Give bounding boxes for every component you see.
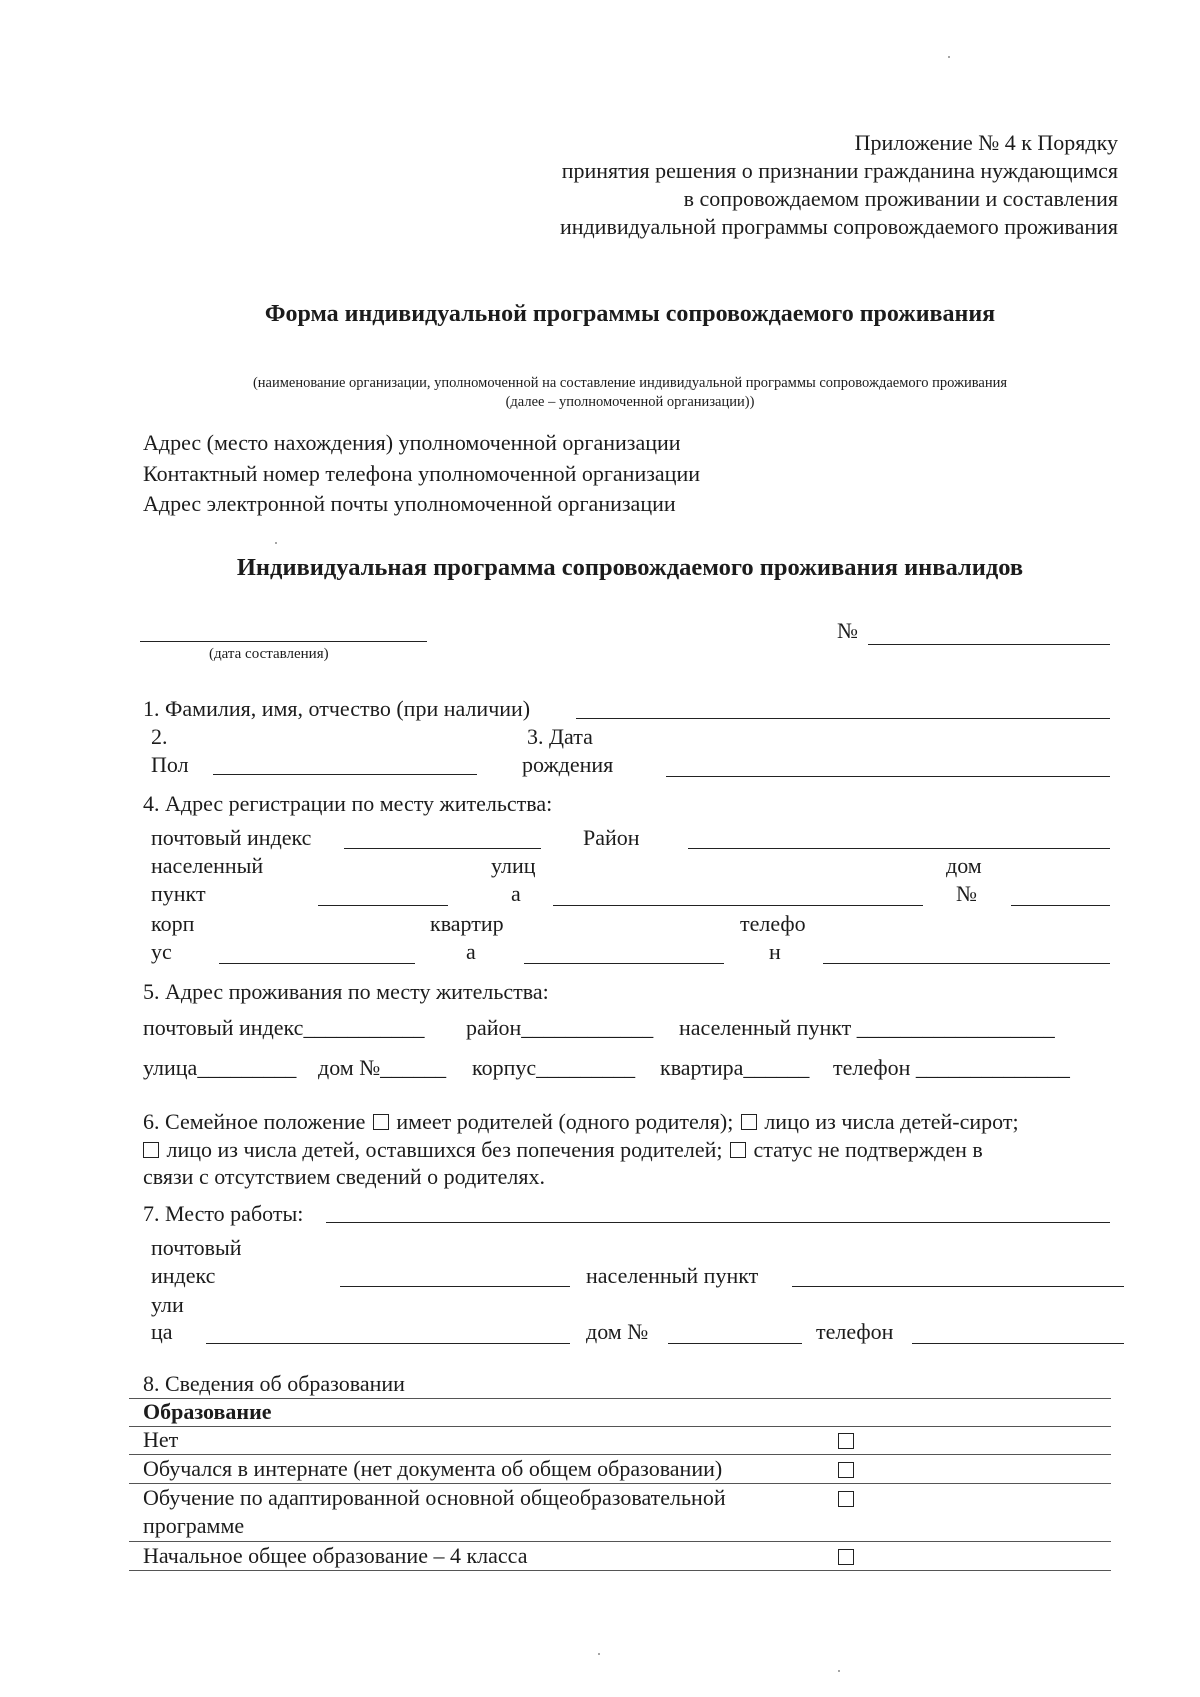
reg-settlement-label-2: пункт bbox=[151, 881, 206, 906]
work-street-label-1: ули bbox=[151, 1292, 184, 1317]
appendix-line-3: в сопровождаемом проживании и составления bbox=[683, 186, 1118, 211]
organization-caption-line-1: (наименование организации, уполномоченной на составление индивидуальной программы сопровождаемого проживания bbox=[252, 375, 1008, 391]
gender-number: 2. bbox=[151, 724, 168, 749]
residence-address-title: 5. Адрес проживания по месту жительства: bbox=[143, 979, 549, 1004]
organization-caption-line-2: (далее – уполномоченной организации)) bbox=[505, 394, 755, 410]
orphan-checkbox[interactable] bbox=[741, 1114, 757, 1130]
res-house-field[interactable]: дом №______ bbox=[318, 1055, 447, 1080]
workplace-field-line[interactable] bbox=[326, 1222, 1110, 1223]
education-row-rule bbox=[129, 1541, 1111, 1542]
education-option-adapted-checkbox[interactable] bbox=[838, 1491, 854, 1507]
date-field-line[interactable] bbox=[140, 641, 427, 642]
work-street-label-2: ца bbox=[151, 1319, 173, 1344]
res-apartment-field[interactable]: квартира______ bbox=[660, 1055, 810, 1080]
family-status-line-1 bbox=[143, 1111, 1019, 1133]
appendix-line-4: индивидуальной программы сопровождаемого проживания bbox=[559, 214, 1118, 239]
scan-speck bbox=[275, 542, 277, 544]
reg-building-label-2: ус bbox=[151, 939, 172, 964]
birthdate-field-line[interactable] bbox=[666, 776, 1110, 777]
family-status-line-3: связи с отсутствием сведений о родителях. bbox=[143, 1164, 545, 1189]
organization-email-label: Адрес электронной почты уполномоченной организации bbox=[143, 491, 676, 516]
work-settlement-label: населенный пункт bbox=[586, 1263, 759, 1288]
reg-district-label: Район bbox=[583, 825, 640, 850]
fio-field-line[interactable] bbox=[576, 718, 1110, 719]
work-house-field-line[interactable] bbox=[668, 1343, 802, 1344]
reg-apartment-label-1: квартир bbox=[430, 911, 504, 936]
res-building-field[interactable]: корпус_________ bbox=[472, 1055, 636, 1080]
family-status-prefix: 6. Семейное положение bbox=[143, 1109, 366, 1134]
education-option-boarding-label: Обучался в интернате (нет документа об общем образовании) bbox=[143, 1456, 723, 1481]
reg-house-label-2: № bbox=[956, 881, 977, 906]
date-caption: (дата составления) bbox=[209, 646, 329, 662]
education-option-boarding-checkbox[interactable] bbox=[838, 1462, 854, 1478]
education-table-header: Образование bbox=[143, 1399, 272, 1424]
reg-district-field-line[interactable] bbox=[688, 848, 1110, 849]
status-unconfirmed-label: статус не подтвержден в bbox=[753, 1137, 983, 1162]
reg-apartment-field-line[interactable] bbox=[524, 963, 724, 964]
number-field-line[interactable] bbox=[868, 644, 1110, 645]
birthdate-label-line-2: рождения bbox=[522, 752, 614, 777]
orphan-label: лицо из числа детей-сирот; bbox=[764, 1109, 1019, 1134]
form-title: Форма индивидуальной программы сопровождаемого проживания bbox=[264, 301, 996, 327]
res-settlement-field[interactable]: населенный пункт __________________ bbox=[679, 1015, 1055, 1040]
has-parents-checkbox[interactable] bbox=[373, 1114, 389, 1130]
reg-postal-field-line[interactable] bbox=[344, 848, 541, 849]
education-row-rule bbox=[129, 1570, 1111, 1571]
work-house-label: дом № bbox=[586, 1319, 649, 1344]
education-row-rule bbox=[129, 1454, 1111, 1455]
no-parental-care-label: лицо из числа детей, оставшихся без попечения родителей; bbox=[166, 1137, 723, 1162]
work-postal-field-line[interactable] bbox=[340, 1286, 570, 1287]
res-phone-field[interactable]: телефон ______________ bbox=[833, 1055, 1070, 1080]
education-table-top-rule bbox=[129, 1398, 1111, 1399]
work-postal-label-2: индекс bbox=[151, 1263, 216, 1288]
reg-settlement-label-1: населенный bbox=[151, 853, 264, 878]
no-parental-care-checkbox[interactable] bbox=[143, 1142, 159, 1158]
education-option-primary-label: Начальное общее образование – 4 класса bbox=[143, 1543, 528, 1568]
reg-street-label-2: а bbox=[511, 881, 521, 906]
registration-address-title: 4. Адрес регистрации по месту жительства: bbox=[143, 791, 553, 816]
education-option-adapted-label-1: Обучение по адаптированной основной общеобразовательной bbox=[143, 1485, 726, 1510]
work-phone-field-line[interactable] bbox=[912, 1343, 1124, 1344]
education-option-adapted-label-2: программе bbox=[143, 1513, 245, 1538]
reg-house-field-line[interactable] bbox=[1011, 905, 1110, 906]
has-parents-label: имеет родителей (одного родителя); bbox=[396, 1109, 734, 1134]
appendix-line-2: принятия решения о признании гражданина нуждающимся bbox=[561, 158, 1118, 183]
fio-label: 1. Фамилия, имя, отчество (при наличии) bbox=[143, 696, 531, 721]
work-phone-label: телефон bbox=[816, 1319, 894, 1344]
reg-apartment-label-2: а bbox=[466, 939, 476, 964]
reg-phone-label-1: телефо bbox=[740, 911, 806, 936]
education-section-title: 8. Сведения об образовании bbox=[143, 1371, 405, 1396]
workplace-label: 7. Место работы: bbox=[143, 1201, 304, 1226]
res-postal-field[interactable]: почтовый индекс___________ bbox=[143, 1015, 425, 1040]
reg-postal-label: почтовый индекс bbox=[151, 825, 312, 850]
status-unconfirmed-checkbox[interactable] bbox=[730, 1142, 746, 1158]
scan-speck bbox=[838, 1670, 840, 1672]
reg-street-field-line[interactable] bbox=[553, 905, 923, 906]
work-settlement-field-line[interactable] bbox=[792, 1286, 1124, 1287]
gender-field-line[interactable] bbox=[213, 774, 477, 775]
reg-house-label-1: дом bbox=[946, 853, 982, 878]
work-postal-label-1: почтовый bbox=[151, 1235, 242, 1260]
res-street-field[interactable]: улица_________ bbox=[143, 1055, 297, 1080]
appendix-line-1: Приложение № 4 к Порядку bbox=[854, 130, 1118, 155]
work-street-field-line[interactable] bbox=[206, 1343, 570, 1344]
gender-label: Пол bbox=[151, 752, 189, 777]
education-row-rule bbox=[129, 1483, 1111, 1484]
birthdate-label-line-1: 3. Дата bbox=[527, 724, 593, 749]
reg-phone-label-2: н bbox=[769, 939, 781, 964]
organization-address-label: Адрес (место нахождения) уполномоченной организации bbox=[143, 430, 681, 455]
res-district-field[interactable]: район____________ bbox=[466, 1015, 654, 1040]
education-option-none-label: Нет bbox=[143, 1427, 179, 1452]
family-status-line-2 bbox=[143, 1139, 983, 1161]
scan-speck bbox=[598, 1653, 600, 1655]
number-label: № bbox=[837, 618, 858, 643]
scan-speck bbox=[948, 56, 950, 58]
program-title: Индивидуальная программа сопровождаемого проживания инвалидов bbox=[236, 554, 1024, 581]
education-option-primary-checkbox[interactable] bbox=[838, 1549, 854, 1565]
reg-building-field-line[interactable] bbox=[219, 963, 415, 964]
reg-phone-field-line[interactable] bbox=[823, 963, 1110, 964]
reg-street-label-1: улиц bbox=[491, 853, 536, 878]
reg-settlement-field-line[interactable] bbox=[318, 905, 448, 906]
education-header-rule bbox=[129, 1426, 1111, 1427]
reg-building-label-1: корп bbox=[151, 911, 195, 936]
organization-phone-label: Контактный номер телефона уполномоченной организации bbox=[143, 461, 700, 486]
education-option-none-checkbox[interactable] bbox=[838, 1433, 854, 1449]
